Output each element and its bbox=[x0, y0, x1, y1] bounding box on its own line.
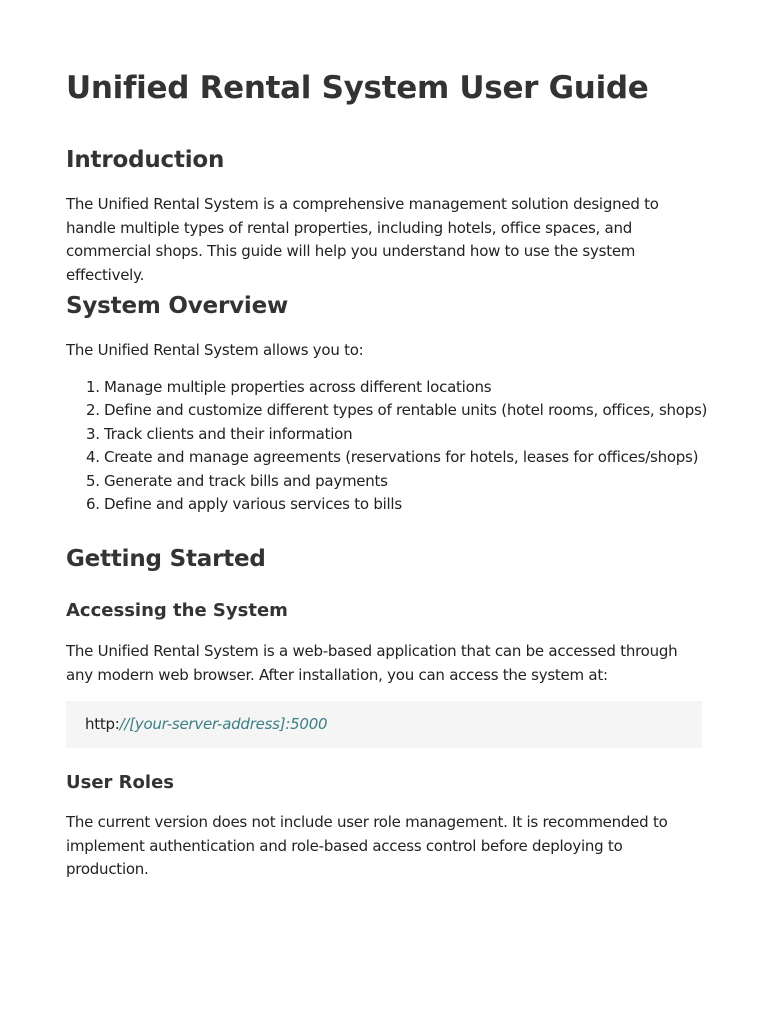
list-item: 2. Define and customize different types of rentable units (hotel rooms, offices, shops) bbox=[86, 401, 708, 420]
accessing-system-paragraph: The Unified Rental System is a web-based application that can be accessed through any modern web browser. After installation, you can access the system at: bbox=[66, 642, 678, 684]
user-roles-heading: User Roles bbox=[66, 772, 174, 793]
user-roles-paragraph: The current version does not include user role management. It is recommended to implement authentication and role-based access control before deploying to production. bbox=[66, 813, 668, 878]
system-overview-heading: System Overview bbox=[66, 293, 289, 319]
list-item: 4. Create and manage agreements (reservations for hotels, leases for offices/shops) bbox=[86, 448, 699, 467]
introduction-heading: Introduction bbox=[66, 147, 225, 173]
list-item: 5. Generate and track bills and payments bbox=[86, 471, 388, 490]
page-title: Unified Rental System User Guide bbox=[66, 70, 649, 106]
url-scheme: http: bbox=[85, 715, 120, 733]
accessing-system-heading: Accessing the System bbox=[66, 600, 288, 621]
url-address: //[your-server-address]:5000 bbox=[119, 715, 328, 733]
system-overview-lead: The Unified Rental System allows you to: bbox=[66, 341, 364, 359]
server-url-code-block bbox=[66, 701, 702, 748]
list-item: 3. Track clients and their information bbox=[86, 424, 353, 443]
getting-started-heading: Getting Started bbox=[66, 546, 266, 572]
list-item: 1. Manage multiple properties across different locations bbox=[86, 378, 492, 396]
feature-list bbox=[66, 376, 754, 516]
introduction-paragraph: The Unified Rental System is a comprehensive management solution designed to handle multiple types of rental properties, including hotels, office spaces, and commercial shops. This guide will help you understand how to use the system effectively. bbox=[66, 195, 659, 284]
list-item: 6. Define and apply various services to bills bbox=[86, 495, 402, 514]
